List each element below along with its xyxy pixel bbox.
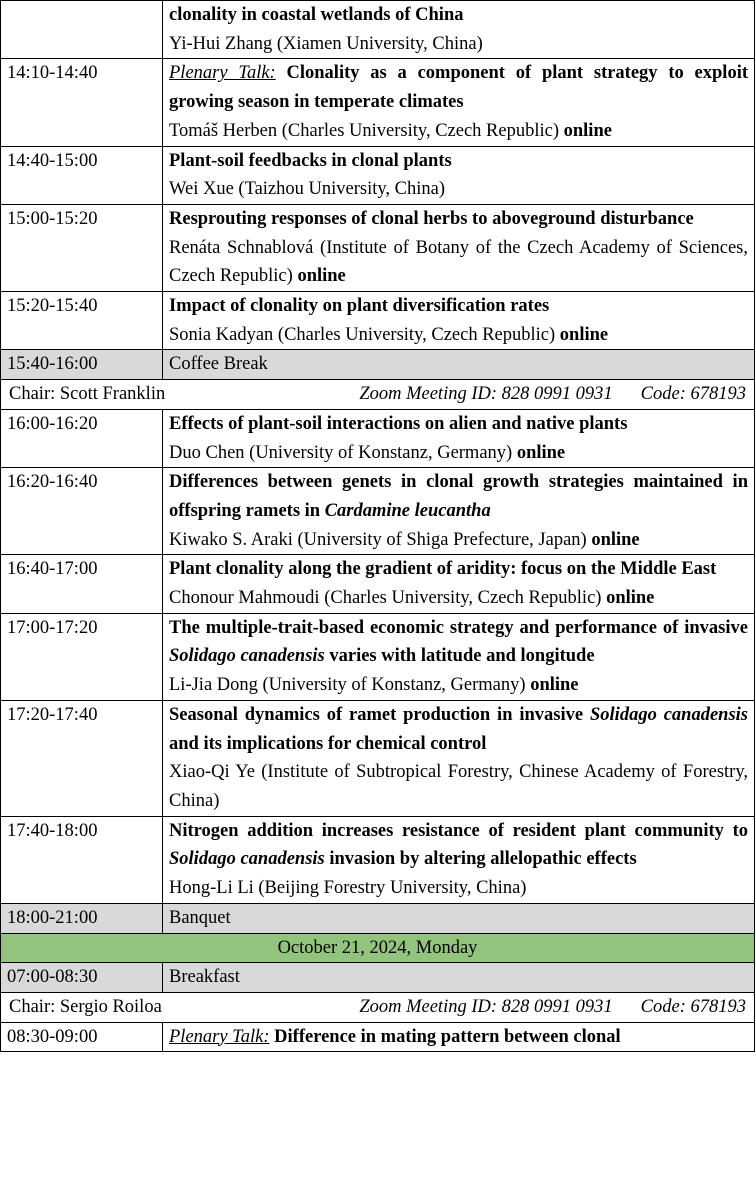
session-row — [1, 613, 755, 700]
chair-name: Chair: Scott Franklin — [9, 384, 166, 405]
session-row — [1, 468, 755, 555]
title-text: Differences between genets in clonal growth strategies maintained in offspring ramets in — [169, 472, 748, 521]
speaker-name: Hong-Li Li (Beijing Forestry University, China) — [169, 878, 527, 899]
session-row — [1, 292, 755, 350]
speaker-line — [169, 671, 748, 700]
online-tag: online — [606, 588, 655, 609]
talk-title — [169, 817, 748, 874]
speaker-line — [169, 175, 748, 204]
online-tag: online — [591, 529, 640, 550]
speaker-line — [169, 758, 748, 815]
species-name: Solidago canadensis — [169, 849, 325, 870]
talk-cell — [163, 292, 755, 350]
talk-cell — [163, 555, 755, 613]
speaker-name: Kiwako S. Araki (University of Shiga Prefecture, Japan) — [169, 529, 587, 550]
talk-title — [169, 59, 748, 116]
speaker-name: Chonour Mahmoudi (Charles University, Czech Republic) — [169, 588, 602, 609]
time-cell: 17:00-17:20 — [1, 613, 163, 700]
talk-cell — [163, 816, 755, 903]
session-row — [1, 700, 755, 816]
talk-title — [169, 147, 748, 176]
title-text: The multiple-trait-based economic strategy and performance of invasive — [169, 617, 748, 638]
speaker-line — [169, 439, 748, 468]
title-text: Plant-soil feedbacks in clonal plants — [169, 150, 452, 171]
time-cell — [1, 1, 163, 59]
time-cell: 14:40-15:00 — [1, 146, 163, 204]
date-row — [1, 933, 755, 963]
zoom-info — [359, 380, 746, 409]
title-text: Difference in mating pattern between clonal — [274, 1026, 621, 1047]
break-row — [1, 903, 755, 933]
species-name: Solidago canadensis — [590, 704, 748, 725]
online-tag: online — [516, 442, 566, 463]
break-label: Banquet — [163, 903, 755, 933]
zoom-code: Code: 678193 — [640, 384, 746, 405]
talk-cell — [163, 1, 755, 59]
speaker-name: Sonia Kadyan (Charles University, Czech Republic) — [169, 324, 556, 345]
time-cell: 08:30-09:00 — [1, 1022, 163, 1052]
title-text: invasion by altering allelopathic effects — [324, 849, 637, 870]
session-row — [1, 1, 755, 59]
time-cell: 18:00-21:00 — [1, 903, 163, 933]
species-name: Solidago canadensis — [169, 646, 325, 667]
talk-title — [169, 701, 748, 758]
speaker-line — [169, 117, 748, 146]
title-text: Clonality as a component of plant strategy to exploit growing season in temperate climates — [169, 63, 748, 113]
speaker-name: Tomáš Herben (Charles University, Czech Republic) — [169, 120, 559, 141]
break-row — [1, 350, 755, 380]
session-row — [1, 816, 755, 903]
zoom-code: Code: 678193 — [640, 996, 746, 1017]
online-tag: online — [559, 324, 609, 345]
chair-name: Chair: Sergio Roiloa — [9, 996, 162, 1017]
break-label: Coffee Break — [163, 350, 755, 380]
talk-title — [169, 292, 748, 321]
speaker-line — [169, 526, 748, 555]
chair-cell — [1, 380, 755, 410]
talk-title — [169, 555, 748, 584]
time-cell: 16:00-16:20 — [1, 409, 163, 467]
title-text: Plant clonality along the gradient of aridity: focus on the Middle East — [169, 559, 717, 580]
chair-line — [9, 380, 746, 409]
chair-line — [9, 993, 746, 1022]
online-tag: online — [297, 266, 346, 287]
title-text: Nitrogen addition increases resistance of resident plant community to — [169, 820, 748, 841]
title-text: varies with latitude and longitude — [324, 646, 595, 667]
chair-row — [1, 380, 755, 410]
zoom-meeting-id: Zoom Meeting ID: 828 0991 0931 — [359, 384, 613, 405]
time-cell: 15:00-15:20 — [1, 204, 163, 291]
session-row — [1, 1022, 755, 1052]
speaker-name: Duo Chen (University of Konstanz, Germany) — [169, 442, 513, 463]
online-tag: online — [563, 120, 612, 141]
break-label: Breakfast — [163, 963, 755, 993]
plenary-label: Plenary Talk: — [169, 63, 276, 84]
title-text: Effects of plant-soil interactions on alien and native plants — [169, 413, 628, 434]
time-cell: 17:20-17:40 — [1, 700, 163, 816]
speaker-name: Xiao-Qi Ye (Institute of Subtropical Forestry, Chinese Academy of Forestry, China) — [169, 762, 748, 811]
talk-cell — [163, 409, 755, 467]
speaker-name: Renáta Schnablová (Institute of Botany of the Czech Academy of Sciences, Czech Republic) — [169, 237, 748, 287]
date-label: October 21, 2024, Monday — [1, 933, 755, 963]
time-cell: 16:20-16:40 — [1, 468, 163, 555]
plenary-label: Plenary Talk: — [169, 1026, 270, 1047]
time-cell: 15:20-15:40 — [1, 292, 163, 350]
speaker-line — [169, 234, 748, 291]
talk-cell — [163, 146, 755, 204]
talk-cell — [163, 1022, 755, 1052]
title-text: Resprouting responses of clonal herbs to aboveground disturbance — [169, 208, 694, 229]
talk-title — [169, 410, 748, 439]
speaker-name: Li-Jia Dong (University of Konstanz, Germany) — [169, 675, 526, 696]
talk-cell — [163, 204, 755, 291]
session-row — [1, 59, 755, 146]
title-text: and its implications for chemical control — [169, 733, 487, 754]
talk-title — [169, 1, 748, 30]
time-cell: 15:40-16:00 — [1, 350, 163, 380]
speaker-line — [169, 874, 748, 903]
session-row — [1, 146, 755, 204]
talk-title — [169, 1023, 748, 1052]
talk-cell — [163, 613, 755, 700]
program-body — [1, 1, 755, 1052]
title-text: Seasonal dynamics of ramet production in invasive — [169, 704, 590, 725]
speaker-line — [169, 30, 748, 59]
break-row — [1, 963, 755, 993]
title-text: Impact of clonality on plant diversification rates — [169, 296, 550, 317]
talk-title — [169, 468, 748, 525]
talk-cell — [163, 59, 755, 146]
talk-cell — [163, 700, 755, 816]
talk-title — [169, 614, 748, 671]
zoom-info — [359, 993, 746, 1022]
time-cell: 07:00-08:30 — [1, 963, 163, 993]
online-tag: online — [530, 675, 579, 696]
speaker-name: Yi-Hui Zhang (Xiamen University, China) — [169, 33, 483, 54]
zoom-meeting-id: Zoom Meeting ID: 828 0991 0931 — [359, 996, 613, 1017]
time-cell: 17:40-18:00 — [1, 816, 163, 903]
species-name: Cardamine leucantha — [324, 500, 491, 521]
time-cell: 16:40-17:00 — [1, 555, 163, 613]
time-cell: 14:10-14:40 — [1, 59, 163, 146]
talk-title — [169, 205, 748, 234]
talk-cell — [163, 468, 755, 555]
chair-cell — [1, 992, 755, 1022]
session-row — [1, 204, 755, 291]
session-row — [1, 555, 755, 613]
speaker-line — [169, 321, 748, 350]
session-row — [1, 409, 755, 467]
chair-row — [1, 992, 755, 1022]
title-text: clonality in coastal wetlands of China — [169, 5, 464, 25]
speaker-name: Wei Xue (Taizhou University, China) — [169, 179, 446, 200]
speaker-line — [169, 584, 748, 613]
